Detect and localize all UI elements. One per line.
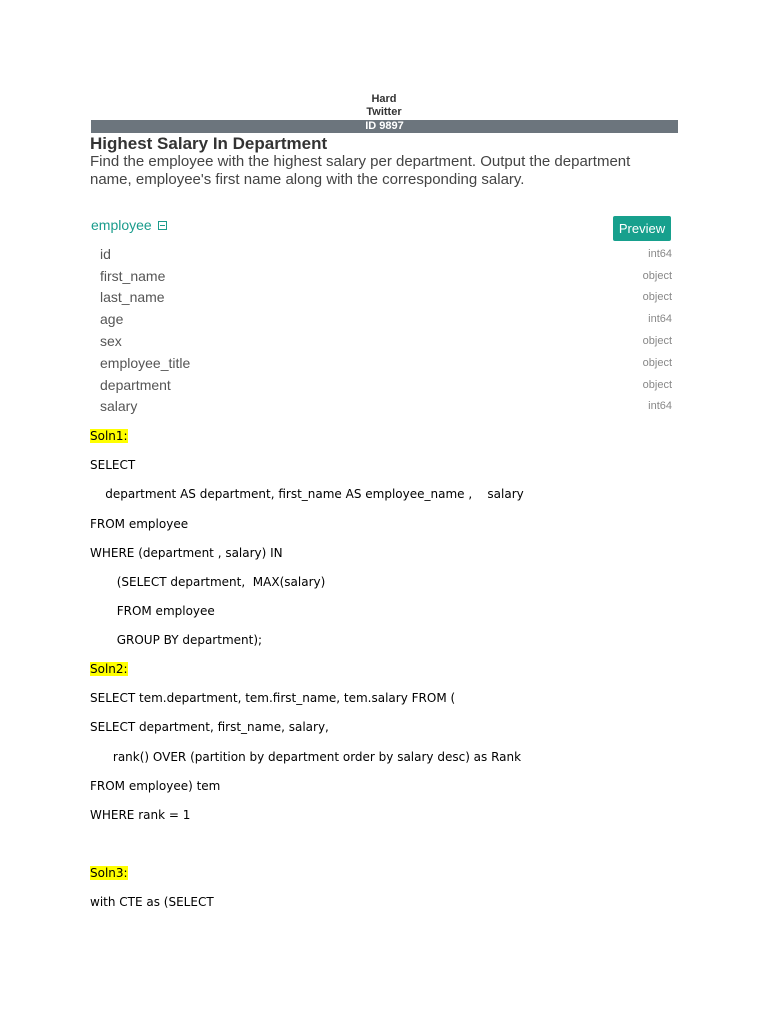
question-id-bar: ID 9897 [91,120,678,133]
table-name-toggle[interactable] [91,217,167,233]
code-line: with CTE as (SELECT [90,895,214,909]
column-name: age [100,311,124,328]
schema-row [100,396,672,418]
soln3-heading: Soln3: [90,866,128,880]
column-type: int64 [648,247,672,260]
column-type: object [642,356,672,369]
code-line: FROM employee [90,604,215,618]
schema-row [100,243,672,265]
code-line: FROM employee) tem [90,779,221,793]
company-label: Twitter [366,106,402,118]
soln2-label [90,662,128,676]
column-name: sex [100,333,122,350]
code-line: GROUP BY department); [90,633,263,647]
schema-list [100,243,672,417]
schema-row [100,374,672,396]
column-name: salary [100,398,138,415]
code-line: SELECT [90,458,136,472]
schema-row [100,330,672,352]
question-description: Find the employee with the highest salary per department. Output the department name, employee's first name along with the corresponding salary. [90,153,631,188]
schema-row [100,287,672,309]
soln1-heading: Soln1: [90,429,128,443]
column-type: object [642,335,672,348]
column-type: int64 [648,400,672,413]
table-name-label: employee [91,217,152,233]
code-line: SELECT department, first_name, salary, [90,720,329,734]
code-line: WHERE rank = 1 [90,808,191,822]
column-type: object [642,378,672,391]
code-line: FROM employee [90,517,189,531]
difficulty-label: Hard [371,93,397,105]
soln1-label [90,429,128,443]
column-name: id [100,245,111,262]
schema-row [100,308,672,330]
preview-button[interactable]: Preview [613,216,671,241]
column-type: int64 [648,313,672,326]
column-name: last_name [100,289,165,306]
question-title: Highest Salary In Department [90,134,328,153]
column-type: object [642,269,672,282]
column-type: object [642,291,672,304]
code-line: WHERE (department , salary) IN [90,546,283,560]
soln3-label [90,866,128,880]
schema-row [100,352,672,374]
collapse-icon[interactable] [158,221,167,230]
column-name: first_name [100,267,166,284]
column-name: employee_title [100,354,191,371]
schema-row [100,265,672,287]
column-name: department [100,376,171,393]
code-line: (SELECT department, MAX(salary) [90,575,326,589]
code-line: rank() OVER (partition by department order by salary desc) as Rank [90,750,522,764]
code-line: SELECT tem.department, tem.first_name, tem.salary FROM ( [90,691,456,705]
soln2-heading: Soln2: [90,662,128,676]
code-line: department AS department, first_name AS employee_name , salary [90,487,524,501]
